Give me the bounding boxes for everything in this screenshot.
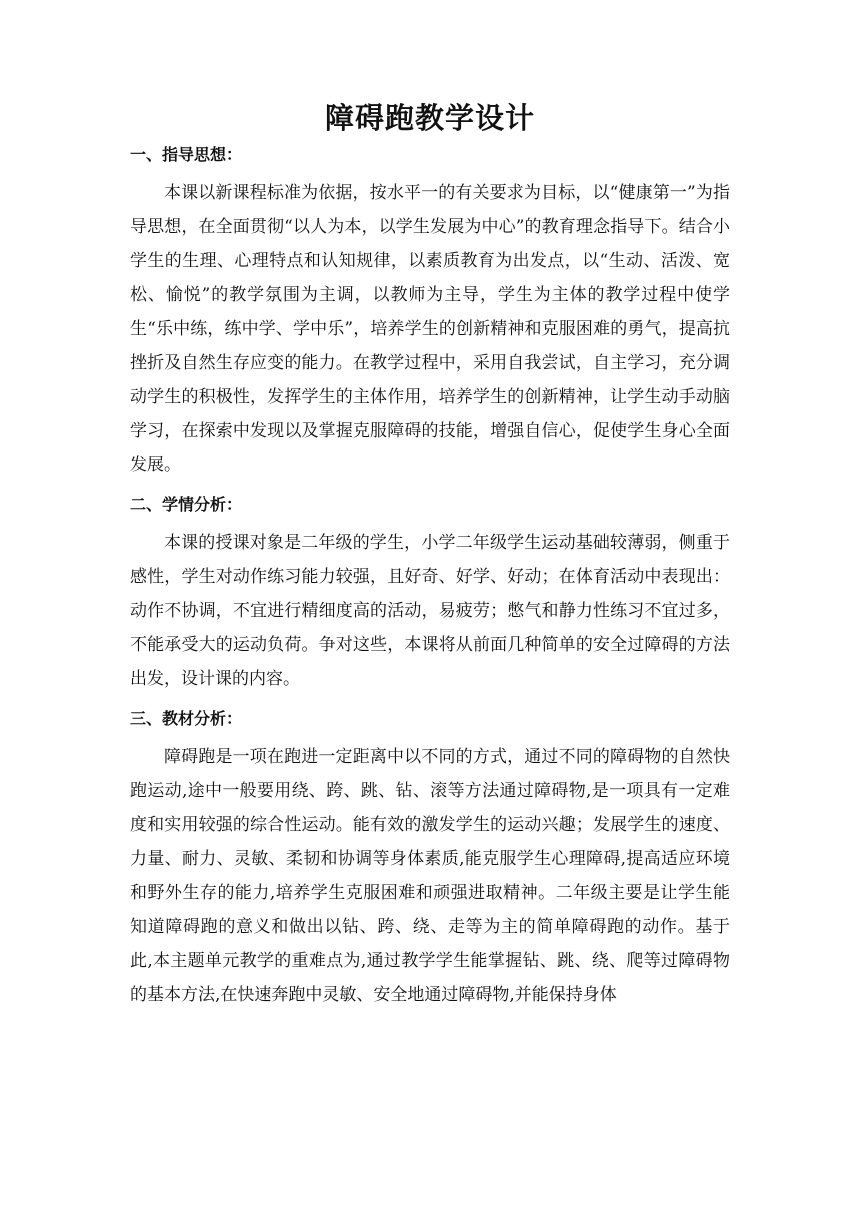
section-heading: 一、指导思想： [130, 145, 243, 164]
section-student-analysis [130, 490, 730, 696]
section-heading: 三、教材分析： [130, 709, 243, 728]
section-heading: 二、学情分析： [130, 495, 243, 514]
section-paragraph: 本课以新课程标准为依据，按水平一的有关要求为目标，以“健康第一”为指导思想，在全面贯彻“以人为本，以学生发展为中心”的教育理念指导下。结合小学生的生理、心理特点和认知规律，以素质教育为出发点，以“生动、活泼、宽松、愉悦”的教学氛围为主调，以教师为主导，学生为主体的教学过程中使学生“乐中练，练中学、学中乐”，培养学生的创新精神和克服困难的勇气，提高抗挫折及自然生存应变的能力。在教学过程中，采用自我尝试，自主学习，充分调动学生的积极性，发挥学生的主体作用，培养学生的创新精神，让学生动手动脑学习，在探索中发现以及掌握克服障碍的技能，增强自信心，促使学生身心全面发展。 [130, 183, 730, 475]
document-title: 障碍跑教学设计 [324, 101, 535, 135]
section-guiding-ideology [130, 140, 730, 482]
document-body [130, 140, 730, 1020]
section-paragraph: 本课的授课对象是二年级的学生，小学二年级学生运动基础较薄弱，侧重于感性，学生对动作练习能力较强，且好奇、好学、好动；在体育活动中表现出：动作不协调，不宜进行精细度高的活动，易疲劳；憋气和静力性练习不宜过多，不能承受大的运动负荷。争对这些，本课将从前面几种简单的安全过障碍的方法出发，设计课的内容。 [130, 533, 730, 689]
section-material-analysis [130, 704, 730, 1012]
section-paragraph: 障碍跑是一项在跑进一定距离中以不同的方式，通过不同的障碍物的自然快跑运动,途中一般要用绕、跨、跳、钻、滚等方法通过障碍物,是一项具有一定难度和实用较强的综合性运动。能有效的激发学生的运动兴趣；发展学生的速度、力量、耐力、灵敏、柔韧和协调等身体素质,能克服学生心理障碍,提高适应环境和野外生存的能力,培养学生克服困难和顽强进取精神。二年级主要是让学生能知道障碍跑的意义和做出以钻、跨、绕、走等为主的简单障碍跑的动作。基于此,本主题单元教学的重难点为,通过教学学生能掌握钻、跳、绕、爬等过障碍物的基本方法,在快速奔跑中灵敏、安全地通过障碍物,并能保持身体 [130, 747, 730, 1005]
